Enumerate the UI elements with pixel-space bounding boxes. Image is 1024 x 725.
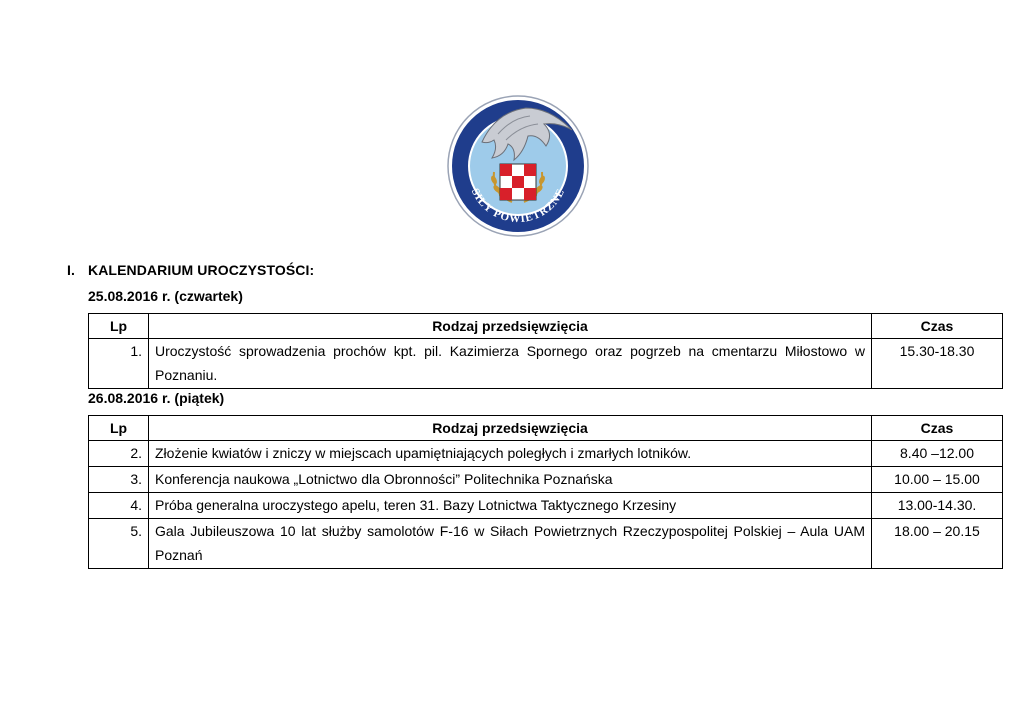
row-time: 10.00 – 15.00 [872, 467, 1003, 493]
row-time: 13.00-14.30. [872, 493, 1003, 519]
emblem-text: SIŁY POWIETRZNE [468, 186, 568, 226]
section-title: KALENDARIUM UROCZYSTOŚCI: [88, 262, 315, 278]
table-row [89, 339, 1003, 389]
events-table-day-2 [88, 415, 1003, 569]
header-lp: Lp [89, 314, 149, 339]
section-heading [67, 262, 314, 278]
row-lp: 5. [89, 519, 149, 569]
events-table-day-1 [88, 313, 1003, 389]
row-desc: Próba generalna uroczystego apelu, teren 31. Bazy Lotnictwa Taktycznego Krzesiny [149, 493, 872, 519]
table-header-row [89, 416, 1003, 441]
row-lp: 2. [89, 441, 149, 467]
row-time: 18.00 – 20.15 [872, 519, 1003, 569]
day-date: 25.08.2016 r. (czwartek) [88, 288, 243, 304]
day-date: 26.08.2016 r. (piątek) [88, 390, 225, 406]
header-lp: Lp [89, 416, 149, 441]
table-row [89, 519, 1003, 569]
row-lp: 1. [89, 339, 149, 389]
row-lp: 3. [89, 467, 149, 493]
row-time: 15.30-18.30 [872, 339, 1003, 389]
header-desc: Rodzaj przedsięwzięcia [149, 416, 872, 441]
row-desc: Gala Jubileuszowa 10 lat służby samolotów F-16 w Siłach Powietrznych Rzeczypospolitej Polskiej – Aula UAM Poznań [149, 519, 872, 569]
table-row [89, 493, 1003, 519]
air-force-emblem [446, 94, 590, 238]
table-header-row [89, 314, 1003, 339]
table-row [89, 467, 1003, 493]
header-time: Czas [872, 416, 1003, 441]
header-desc: Rodzaj przedsięwzięcia [149, 314, 872, 339]
table-row [89, 441, 1003, 467]
air-force-emblem-image [446, 94, 590, 238]
section-number: I. [67, 262, 75, 278]
row-desc: Konferencja naukowa „Lotnictwo dla Obronności” Politechnika Poznańska [149, 467, 872, 493]
row-lp: 4. [89, 493, 149, 519]
header-time: Czas [872, 314, 1003, 339]
row-time: 8.40 –12.00 [872, 441, 1003, 467]
row-desc: Uroczystość sprowadzenia prochów kpt. pil. Kazimierza Spornego oraz pogrzeb na cmentarzu Miłostowo w Poznaniu. [149, 339, 872, 389]
row-desc: Złożenie kwiatów i zniczy w miejscach upamiętniających poległych i zmarłych lotników. [149, 441, 872, 467]
